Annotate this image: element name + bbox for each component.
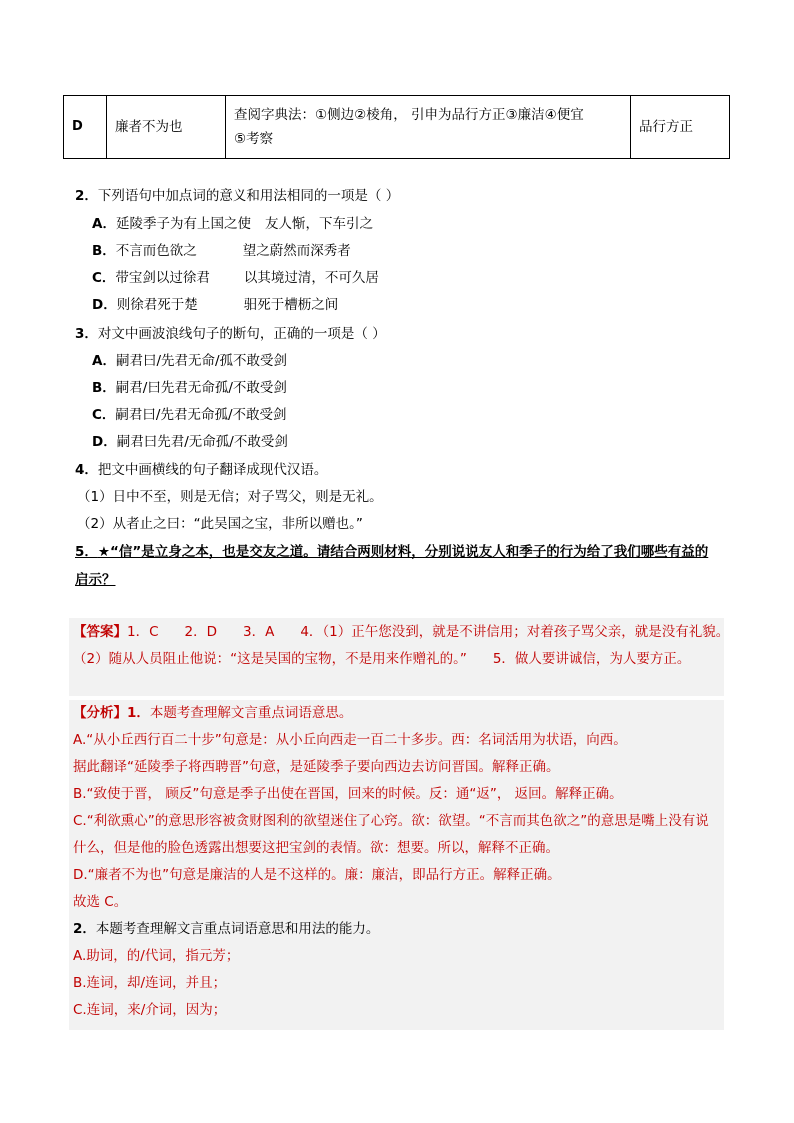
analysis-line-1: 【分析】1．本题考查理解文言重点词语意思。 [73,705,353,721]
question-3-stem: 对文中画波浪线句子的断句，正确的一项是（ ） [97,326,386,342]
phrase-cell: 廉者不为也 [107,96,226,159]
analysis-line-7: D.“廉者不为也”句意是廉洁的人是不这样的。廉：廉洁，即品行方正。解释正确。 [73,867,561,883]
analysis-line-12: C.连词，来/介词，因为； [73,1002,227,1018]
lookup-cell [226,96,631,159]
answer-line-2: （2）随从人员阻止他说：“这是吴国的宝物，不是用来作赠礼的。” 5．做人要讲诚信，为人要方正。 [73,651,691,667]
option-letter-cell: D [64,96,107,159]
table-row [64,96,730,159]
q2-option-a: A．延陵季子为有上国之使 友人惭，下车引之 [92,216,373,232]
analysis-line-11: B.连词，却/连词，并且； [73,975,227,991]
question-4-stem: 把文中画横线的句子翻译成现代汉语。 [97,462,328,478]
q3-option-c: C．嗣君曰/先君无命孤/不敢受剑 [92,407,287,423]
q3-option-b: B．嗣君/曰先君无命孤/不敢受剑 [92,380,287,396]
q4-item-1: （1）日中不至，则是无信；对子骂父，则是无礼。 [77,489,383,505]
q3-option-d: D．嗣君曰先君/无命孤/不敢受剑 [92,434,288,450]
analysis-line-2: A.“从小丘西行百二十步”句意是：从小丘向西走一百二十多步。西：名词活用为状语，向西。 [73,732,627,748]
q2-option-b: B．不言而色欲之 望之蔚然而深秀者 [92,243,351,259]
q2-option-c: C．带宝剑以过徐君 以其境过清，不可久居 [92,270,379,286]
q3-option-a: A．嗣君曰/先君无命/孤不敢受剑 [92,353,288,369]
analysis-line-5: C.“利欲熏心”的意思形容被贪财图利的欲望迷住了心窍。欲：欲望。“不言而其色欲之”的意思是嘴上没有说 [73,813,709,829]
question-5: 5．★“信”是立身之本，也是交友之道。请结合两则材料，分别说说友人和季子的行为给了我们哪些有益的 [75,544,709,560]
question-2-stem: 下列语句中加点词的意义和用法相同的一项是（ ） [97,188,400,204]
explanation-table [63,95,730,159]
lookup-line-2: ⑤考察 [234,131,274,147]
lookup-line-1: 查阅字典法：①侧边②棱角， 引申为品行方正③廉洁④便宜 [234,107,584,123]
q4-item-2: （2）从者止之曰：“此吴国之宝，非所以赠也。” [77,516,363,532]
analysis-line-3: 据此翻译“延陵季子将西聘晋”句意，是延陵季子要向西边去访问晋国。解释正确。 [73,759,560,775]
question-3: 3．对文中画波浪线句子的断句，正确的一项是（ ） [75,326,386,342]
analysis-line-9: 2．本题考查理解文言重点词语意思和用法的能力。 [73,921,380,937]
meaning-cell: 品行方正 [631,96,730,159]
analysis-line-6: 什么，但是他的脸色透露出想要这把宝剑的表情。欲：想要。所以，解释不正确。 [73,840,559,856]
answer-line-1: 【答案】1．C 2．D 3．A 4．（1）正午您没到，就是不讲信用；对着孩子骂父亲，就是没有礼貌。 [73,624,730,640]
q2-option-d: D．则徐君死于楚 驲死于槽枥之间 [92,297,339,313]
analysis-line-8: 故选 C。 [73,894,128,910]
analysis-line-4: B.“致使于晋， 顾反”句意是季子出使在晋国，回来的时候。反：通“返”， 返回。解释正确。 [73,786,623,802]
question-2: 2．下列语句中加点词的意义和用法相同的一项是（ ） [75,188,400,204]
analysis-line-10: A.助词，的/代词，指元芳； [73,948,240,964]
question-5-line-2: 启示？ [75,572,116,588]
question-4: 4．把文中画横线的句子翻译成现代汉语。 [75,462,328,478]
